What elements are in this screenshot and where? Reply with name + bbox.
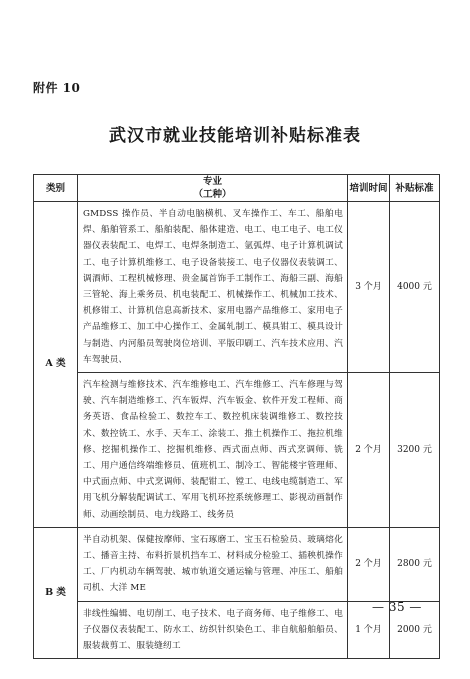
training-time-cell: 2 个月 [348,373,390,528]
table-row [34,527,440,601]
header-category: 类别 [34,175,78,202]
subsidy-amount-cell: 2000 元 [390,601,440,659]
attachment-label: 附件 10 [33,81,81,95]
page-number: — 35 — [372,600,422,614]
table-row [34,202,440,373]
header-subsidy-standard: 补贴标准 [390,175,440,202]
category-cell: A 类 [34,202,78,528]
header-profession-label: 专业 [202,176,222,187]
table-row [34,373,440,528]
training-time-cell: 2 个月 [348,527,390,601]
training-time-cell: 3 个月 [348,202,390,373]
training-time-cell: 1 个月 [348,601,390,659]
profession-list-cell: GMDSS 操作员、半自动电脑横机、叉车操作工、车工、船舶电焊、船舶管系工、船舶装配、船体建造、电工、电工电子、电工仪器仪表装配工、电焊工、电焊条制造工、氩弧焊、电子计算机调试工、电子计算机维修工、电子设备装接工、电子仪器仪表装调工、调酒师、工程机械修理、贵金属首饰手工制作工、海船三副、海船三管轮、海上乘务员、机电装配工、机械操作工、机械加工技术、机修钳工、计算机信息高新技术、家用电器产品维修工、家用电子产品维修工、加工中心操作工、金属轧制工、模具钳工、模具设计与制造、内河船员驾驶岗位培训、平版印刷工、汽车技术应用、汽车驾驶员、 [78,202,348,373]
profession-list-cell: 半自动机架、保健按摩师、宝石琢磨工、宝玉石检验员、玻璃熔化工、播音主持、布料折景机挡车工、材料成分检验工、插秧机操作工、厂内机动车辆驾驶、城市轨道交通运输与管理、冲压工、船舶司机、大洋 ME [78,527,348,601]
document-title: 武汉市就业技能培训补贴标准表 [109,126,361,146]
subsidy-amount-cell: 3200 元 [390,373,440,528]
header-training-time: 培训时间 [348,175,390,202]
header-profession [78,175,348,202]
category-cell: B 类 [34,527,78,658]
subsidy-table [33,174,440,659]
subsidy-amount-cell: 2800 元 [390,527,440,601]
header-profession-sub: （工种） [193,189,232,200]
subsidy-amount-cell: 4000 元 [390,202,440,373]
table-header-row [34,175,440,202]
profession-list-cell: 非线性编辑、电切削工、电子技术、电子商务师、电子维修工、电子仪器仪表装配工、防水工、纺织针织染色工、非自航船舶船员、服装裁剪工、服装缝纫工 [78,601,348,659]
profession-list-cell: 汽车检测与维修技术、汽车维修电工、汽车维修工、汽车修理与驾驶、汽车制造维修工、汽车钣焊、汽车钣金、软件开发工程师、商务英语、食品检验工、数控车工、数控机床装调维修工、数控技术、数控铣工、水手、天车工、涂装工、推土机操作工、拖拉机维修、挖掘机操作工、挖掘机维修、西式面点师、西式烹调师、铣工、用户通信终端维修员、值班机工、制冷工、智能楼宇管理师、中式面点师、中式烹调师、装配钳工、镗工、电线电缆制造工、军用飞机分解装配调试工、军用飞机环控系统修理工、影视动画制作师、动画绘制员、电力线路工、线务员 [78,373,348,528]
